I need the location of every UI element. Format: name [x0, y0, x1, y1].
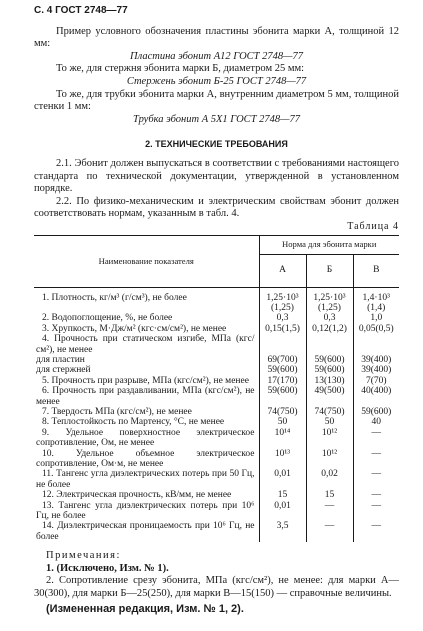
table-row: [34, 313, 399, 323]
row-name: 2. Водопоглощение, %, не более: [34, 313, 259, 323]
value-b: 10¹²: [306, 428, 353, 449]
value-a: 69(700): [259, 355, 306, 365]
column-header-v: В: [353, 254, 399, 287]
value-a: 59(600): [259, 386, 306, 407]
value-b: 49(500): [306, 386, 353, 407]
page-header: С. 4 ГОСТ 2748—77: [34, 5, 128, 16]
value-v: 39(400): [361, 354, 392, 365]
example-text: То же, для стержня эбонита марки Б, диаметром 25 мм:: [56, 63, 305, 75]
row-name: 3. Хрупкость, М·Дж/м² (кгс·см/см²), не менее: [34, 324, 259, 334]
value-v: 39(400): [361, 365, 392, 376]
value-b: —: [306, 501, 353, 522]
note-1: 1. (Исключено, Изм. № 1).: [46, 562, 169, 574]
note-2: 2. Сопротивление срезу эбонита, МПа (кгс/см²), не менее: для марки А—30(300), для марки Б—25(250), для марки В—15(150) — справочные величины.: [34, 575, 399, 600]
example-designation: Стержень эбонит Б-25 ГОСТ 2748—77: [126, 75, 307, 87]
value-v: 1,4·10³ (1,4): [362, 292, 390, 313]
value-v: [353, 334, 399, 355]
row-name: 12. Электрическая прочность, кВ/мм, не менее: [34, 490, 259, 500]
row-name: для стержней: [34, 365, 259, 375]
value-b: 50: [306, 417, 353, 427]
value-a: 10¹⁴: [259, 428, 306, 449]
row-name: 10. Удельное объемное электрическое сопротивление, Ом·м, не менее: [34, 449, 259, 470]
value-v: —: [371, 427, 381, 438]
table-row: [34, 386, 399, 407]
column-header-name: Наименование показателя: [34, 235, 259, 287]
value-a: 3,5: [259, 521, 306, 542]
row-name: 14. Диэлектрическая проницаемость при 10⁶ Гц, не более: [34, 521, 259, 542]
page: [34, 5, 399, 615]
row-name: 4. Прочность при статическом изгибе, МПа (кгс/см²), не менее: [34, 334, 259, 355]
value-a: 50: [259, 417, 306, 427]
value-a: 0,01: [259, 501, 306, 522]
notes-title: Примечания:: [46, 550, 121, 562]
value-a: 59(600): [259, 365, 306, 375]
row-name: 6. Прочность при раздавливании, МПа (кгс/см²), не менее: [34, 386, 259, 407]
value-b: 13(130): [306, 376, 353, 386]
table-row: [34, 365, 399, 375]
row-name: для пластин: [34, 355, 259, 365]
table-row: [34, 521, 399, 542]
properties-table: [34, 235, 399, 543]
value-b: —: [306, 521, 353, 542]
table-label: Таблица 4: [347, 220, 399, 232]
row-name: 8. Теплостойкость по Мартенсу, °С, не менее: [34, 417, 259, 427]
value-b: 74(750): [306, 407, 353, 417]
table-row: [34, 355, 399, 365]
value-v: 7(70): [365, 375, 387, 386]
table-row: [34, 287, 399, 313]
example-text: Пример условного обозначения пластины эбонита марки А, толщиной 12 мм:: [34, 25, 399, 50]
value-a: 15: [259, 490, 306, 500]
value-a: [259, 334, 306, 355]
value-b: [306, 334, 353, 355]
value-a: 10¹³: [259, 449, 306, 470]
value-b: 15: [306, 490, 353, 500]
value-v: —: [371, 490, 381, 501]
edition-note: (Измененная редакция, Изм. № 1, 2).: [46, 602, 244, 615]
value-v: 40(400): [361, 386, 392, 397]
row-name: 5. Прочность при разрыве, МПа (кгс/см²), не менее: [34, 376, 259, 386]
value-a: 1,25·10³ (1,25): [259, 287, 306, 313]
value-b: 10¹²: [306, 449, 353, 470]
row-name: 13. Тангенс угла диэлектрических потерь при 10⁶ Гц, не более: [34, 501, 259, 522]
column-header-b: Б: [306, 254, 353, 287]
value-v: —: [371, 500, 381, 511]
column-header-group: Норма для эбонита марки: [259, 235, 399, 254]
value-a: 0,01: [259, 469, 306, 490]
notes: [34, 550, 399, 600]
row-name: 11. Тангенс угла диэлектрических потерь при 50 Гц, не более: [34, 469, 259, 490]
value-a: 17(170): [259, 376, 306, 386]
row-name: 1. Плотность, кг/м³ (г/см³), не более: [34, 287, 259, 313]
table-row: [34, 376, 399, 386]
value-b: 59(600): [306, 355, 353, 365]
table-row: [34, 469, 399, 490]
designation-examples: [34, 26, 399, 127]
table-row: [34, 417, 399, 427]
value-v: 1,0: [370, 313, 383, 324]
table-row: [34, 501, 399, 522]
table-row: [34, 449, 399, 470]
example-text: То же, для трубки эбонита марки А, внутренним диаметром 5 мм, толщиной стенки 1 мм:: [34, 88, 399, 113]
row-name: 9. Удельное поверхностное электрическое сопротивление, Ом, не менее: [34, 428, 259, 449]
value-v: —: [371, 469, 381, 480]
value-v: 40: [371, 417, 381, 428]
section-title: 2. ТЕХНИЧЕСКИЕ ТРЕБОВАНИЯ: [145, 139, 288, 150]
value-b: 59(600): [306, 365, 353, 375]
table-row: [34, 407, 399, 417]
table-row: [34, 490, 399, 500]
value-b: 1,25·10³ (1,25): [306, 287, 353, 313]
value-a: 0,3: [259, 313, 306, 323]
table-row: [34, 324, 399, 334]
value-b: 0,12(1,2): [306, 324, 353, 334]
table-row: [34, 334, 399, 355]
paragraph-2-1: 2.1. Эбонит должен выпускаться в соответствии с требованиями настоящего стандарта по технической документации, утвержденной в установленном порядке.: [34, 157, 399, 195]
value-a: 74(750): [259, 407, 306, 417]
example-designation: Пластина эбонит А12 ГОСТ 2748—77: [130, 50, 303, 62]
value-b: 0,3: [306, 313, 353, 323]
value-v: —: [371, 448, 381, 459]
value-v: 59(600): [361, 406, 392, 417]
table-row: [34, 428, 399, 449]
value-v: —: [371, 521, 381, 532]
example-designation: Трубка эбонит А 5Х1 ГОСТ 2748—77: [132, 113, 300, 125]
row-name: 7. Твердость МПа (кгс/см²), не менее: [34, 407, 259, 417]
column-header-a: А: [259, 254, 306, 287]
paragraph-2-2: 2.2. По физико-механическим и электрическим свойствам эбонит должен соответствовать нормам, указанным в табл. 4.: [34, 195, 399, 220]
value-v: 0,05(0,5): [358, 323, 394, 334]
value-a: 0,15(1,5): [259, 324, 306, 334]
value-b: 0,02: [306, 469, 353, 490]
